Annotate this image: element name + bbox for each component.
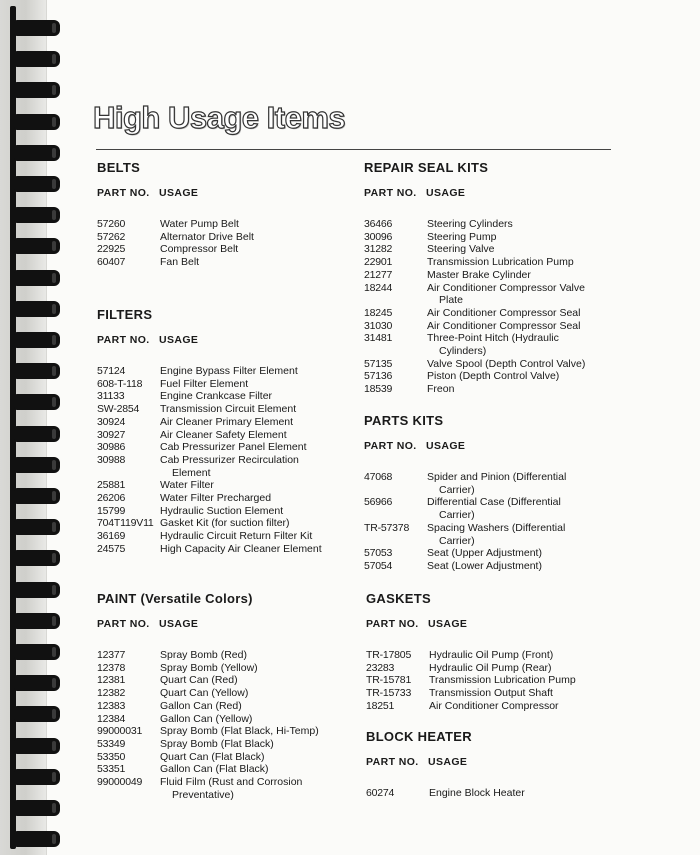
- part-number: 23283: [366, 661, 395, 674]
- binding-ring: [14, 301, 60, 317]
- usage-header: USAGE: [159, 334, 199, 346]
- column-header: [97, 334, 357, 346]
- part-number: 36466: [364, 218, 393, 230]
- part-usage: [427, 320, 614, 333]
- usage-header: USAGE: [426, 187, 466, 199]
- part-number: 18539: [364, 383, 393, 396]
- part-row: [97, 517, 357, 530]
- part-usage: [160, 218, 347, 231]
- parts-list: [366, 787, 616, 800]
- usage-text: Hydraulic Oil Pump (Front): [429, 649, 554, 661]
- part-row: [97, 378, 357, 391]
- usage-text: Gasket Kit (for suction filter): [160, 517, 290, 530]
- part-row: [97, 530, 357, 543]
- part-row: [97, 243, 347, 256]
- binding-ring: [14, 270, 60, 286]
- part-row: [364, 269, 614, 282]
- part-row: [364, 370, 614, 383]
- part-number: TR-17805: [366, 649, 412, 661]
- part-number: 31030: [364, 319, 393, 332]
- part-usage: [427, 560, 614, 573]
- usage-text: Fuel Filter Element: [160, 377, 249, 390]
- part-usage: [160, 776, 357, 801]
- part-usage: [160, 378, 357, 391]
- binding-ring: [14, 582, 60, 598]
- usage-continuation: Preventative): [172, 788, 234, 801]
- part-usage: [160, 492, 357, 505]
- part-number: 57053: [364, 547, 393, 560]
- usage-header: USAGE: [426, 440, 466, 452]
- part-number: 31282: [364, 243, 393, 256]
- part-usage: [160, 543, 357, 556]
- usage-text: Gallon Can (Flat Black): [160, 763, 269, 776]
- part-row: [366, 700, 616, 713]
- usage-text: Transmission Circuit Element: [160, 403, 297, 416]
- part-usage: [429, 649, 616, 662]
- part-number: 56966: [364, 496, 393, 509]
- part-row: [97, 776, 357, 801]
- column-header: [366, 618, 616, 630]
- parts-list: [97, 649, 357, 801]
- page-title: High Usage Items: [93, 100, 346, 135]
- part-usage: [160, 454, 357, 479]
- part-row: [97, 454, 357, 479]
- part-usage: [160, 674, 357, 687]
- part-number: 30988: [97, 453, 126, 466]
- part-row: [364, 522, 614, 547]
- part-row: [364, 231, 614, 244]
- part-row: [366, 662, 616, 675]
- part-row: [97, 700, 357, 713]
- usage-text: Steering Cylinders: [427, 218, 513, 230]
- usage-text: Hydraulic Suction Element: [160, 504, 284, 517]
- part-row: [97, 505, 357, 518]
- part-row: [364, 471, 614, 496]
- part-number: 18244: [364, 281, 393, 294]
- part-row: [97, 429, 357, 442]
- part-usage: [429, 700, 616, 713]
- usage-text: Freon: [427, 383, 455, 396]
- usage-text: Engine Crankcase Filter: [160, 390, 273, 403]
- usage-text: Quart Can (Red): [160, 674, 238, 687]
- part-no-header: PART NO.: [97, 334, 150, 346]
- binding-ring: [14, 332, 60, 348]
- part-row: [97, 403, 357, 416]
- usage-header: USAGE: [159, 187, 199, 199]
- binding-ring: [14, 706, 60, 722]
- part-number: 12378: [97, 661, 126, 674]
- binding-ring: [14, 644, 60, 660]
- part-number: TR-57378: [364, 521, 410, 534]
- part-usage: [160, 649, 357, 662]
- part-number: 12383: [97, 699, 126, 712]
- part-number: TR-15781: [366, 674, 412, 687]
- part-usage: [160, 403, 357, 416]
- part-usage: [160, 416, 357, 429]
- section-heading: PARTS KITS: [364, 413, 444, 428]
- usage-continuation: Element: [172, 466, 211, 479]
- part-number: 26206: [97, 492, 126, 505]
- part-number: 25881: [97, 479, 126, 492]
- usage-text: Cab Pressurizer Recirculation: [160, 453, 299, 466]
- part-number: 99000049: [97, 776, 143, 789]
- usage-text: Hydraulic Oil Pump (Rear): [429, 661, 552, 674]
- usage-text: Water Filter: [160, 479, 214, 492]
- part-row: [97, 687, 357, 700]
- section-paint: [97, 591, 357, 801]
- part-usage: [160, 256, 347, 269]
- part-number: 12382: [97, 687, 126, 700]
- part-number: 53350: [97, 750, 126, 763]
- part-row: [364, 243, 614, 256]
- part-no-header: PART NO.: [364, 440, 417, 452]
- part-usage: [427, 231, 614, 244]
- usage-text: Engine Block Heater: [429, 787, 525, 799]
- binding-ring: [14, 51, 60, 67]
- usage-text: Quart Can (Yellow): [160, 687, 249, 700]
- part-row: [97, 738, 357, 751]
- part-row: [364, 320, 614, 333]
- part-usage: [427, 256, 614, 269]
- part-number: 12384: [97, 712, 126, 725]
- column-header: [366, 756, 616, 768]
- usage-text: Gallon Can (Yellow): [160, 712, 253, 725]
- usage-header: USAGE: [159, 618, 199, 630]
- usage-header: USAGE: [428, 618, 468, 630]
- part-number: TR-15733: [366, 687, 412, 700]
- part-row: [366, 787, 616, 800]
- part-usage: [427, 218, 614, 231]
- part-number: 608-T-118: [97, 377, 143, 390]
- part-number: 30924: [97, 415, 126, 428]
- binding-ring: [14, 82, 60, 98]
- part-number: 30927: [97, 428, 126, 441]
- binding-ring: [14, 488, 60, 504]
- usage-text: Fluid Film (Rust and Corrosion: [160, 776, 303, 789]
- part-usage: [427, 332, 614, 357]
- part-usage: [160, 725, 357, 738]
- usage-continuation: Plate: [439, 294, 463, 307]
- part-row: [364, 358, 614, 371]
- binding-ring: [14, 20, 60, 36]
- section-block-heater: [366, 729, 616, 800]
- section-filters: [97, 307, 357, 556]
- part-usage: [160, 243, 347, 256]
- binding-ring: [14, 550, 60, 566]
- part-row: [97, 231, 347, 244]
- usage-text: Fan Belt: [160, 256, 200, 269]
- part-no-header: PART NO.: [366, 756, 419, 768]
- part-usage: [160, 530, 357, 543]
- part-number: 31481: [364, 332, 393, 345]
- parts-list: [97, 365, 357, 556]
- part-usage: [427, 358, 614, 371]
- usage-text: Seat (Upper Adjustment): [427, 547, 542, 560]
- usage-text: Hydraulic Circuit Return Filter Kit: [160, 530, 313, 543]
- part-number: 57136: [364, 370, 393, 383]
- part-usage: [160, 390, 357, 403]
- usage-text: High Capacity Air Cleaner Element: [160, 542, 322, 555]
- binding-ring: [14, 114, 60, 130]
- part-usage: [427, 282, 614, 307]
- part-row: [366, 674, 616, 687]
- section-heading: BELTS: [97, 160, 141, 175]
- part-usage: [427, 522, 614, 547]
- part-number: 24575: [97, 542, 126, 555]
- part-usage: [427, 383, 614, 396]
- usage-text: Air Cleaner Primary Element: [160, 415, 294, 428]
- part-number: 30986: [97, 441, 126, 454]
- part-usage: [160, 231, 347, 244]
- part-row: [364, 307, 614, 320]
- usage-text: Spider and Pinion (Differential: [427, 471, 567, 483]
- part-no-header: PART NO.: [364, 187, 417, 199]
- part-usage: [427, 547, 614, 560]
- binding-ring: [14, 519, 60, 535]
- part-usage: [160, 479, 357, 492]
- section-heading: FILTERS: [97, 307, 153, 322]
- usage-text: Spacing Washers (Differential: [427, 521, 566, 534]
- usage-text: Compressor Belt: [160, 243, 239, 256]
- part-usage: [160, 763, 357, 776]
- part-row: [97, 416, 357, 429]
- part-number: 60407: [97, 256, 126, 269]
- usage-text: Water Filter Precharged: [160, 492, 272, 505]
- part-usage: [429, 687, 616, 700]
- part-row: [97, 725, 357, 738]
- section-repair-seal-kits: [364, 160, 614, 396]
- parts-list: [364, 218, 614, 396]
- part-usage: [160, 751, 357, 764]
- usage-text: Master Brake Cylinder: [427, 268, 531, 281]
- part-usage: [429, 662, 616, 675]
- part-number: 21277: [364, 268, 393, 281]
- part-no-header: PART NO.: [97, 618, 150, 630]
- usage-continuation: Carrier): [439, 509, 475, 522]
- part-row: [97, 649, 357, 662]
- usage-text: Transmission Output Shaft: [429, 687, 553, 700]
- part-usage: [160, 700, 357, 713]
- usage-text: Engine Bypass Filter Element: [160, 365, 298, 377]
- part-row: [364, 282, 614, 307]
- part-row: [364, 256, 614, 269]
- part-number: 18251: [366, 699, 395, 712]
- usage-header: USAGE: [428, 756, 468, 768]
- part-number: 18245: [364, 306, 393, 319]
- binding-ring: [14, 831, 60, 847]
- part-row: [97, 479, 357, 492]
- binding-ring: [14, 394, 60, 410]
- part-number: 12381: [97, 674, 126, 687]
- usage-text: Water Pump Belt: [160, 218, 239, 230]
- part-number: 12377: [97, 649, 126, 661]
- parts-list: [97, 218, 347, 269]
- usage-continuation: Carrier): [439, 483, 475, 496]
- usage-text: Steering Valve: [427, 243, 495, 256]
- usage-text: Air Conditioner Compressor Valve: [427, 281, 585, 294]
- part-number: 30096: [364, 230, 393, 243]
- binding-ring: [14, 769, 60, 785]
- part-row: [97, 713, 357, 726]
- part-usage: [160, 441, 357, 454]
- title-rule: [96, 149, 611, 150]
- usage-text: Spray Bomb (Flat Black, Hi-Temp): [160, 725, 319, 738]
- part-number: 22901: [364, 256, 393, 269]
- part-usage: [427, 496, 614, 521]
- part-number: 57262: [97, 230, 126, 243]
- part-usage: [429, 674, 616, 687]
- part-number: 57135: [364, 357, 393, 370]
- usage-text: Alternator Drive Belt: [160, 230, 254, 243]
- binding-ring: [14, 363, 60, 379]
- binding-ring: [14, 238, 60, 254]
- part-row: [97, 492, 357, 505]
- part-number: 60274: [366, 787, 395, 799]
- part-number: 36169: [97, 530, 126, 543]
- part-usage: [160, 517, 357, 530]
- part-number: 15799: [97, 504, 126, 517]
- usage-text: Transmission Lubrication Pump: [429, 674, 576, 687]
- column-header: [364, 187, 614, 199]
- part-usage: [160, 365, 357, 378]
- column-header: [97, 187, 347, 199]
- binding-ring: [14, 613, 60, 629]
- usage-text: Three-Point Hitch (Hydraulic: [427, 332, 559, 345]
- column-header: [97, 618, 357, 630]
- part-row: [97, 256, 347, 269]
- usage-text: Differential Case (Differential: [427, 496, 561, 509]
- part-row: [366, 649, 616, 662]
- part-row: [97, 662, 357, 675]
- part-number: 31133: [97, 390, 125, 403]
- part-row: [364, 547, 614, 560]
- usage-text: Valve Spool (Depth Control Valve): [427, 357, 586, 370]
- part-usage: [429, 787, 616, 800]
- usage-text: Air Conditioner Compressor Seal: [427, 319, 581, 332]
- section-parts-kits: [364, 413, 614, 573]
- usage-text: Quart Can (Flat Black): [160, 750, 265, 763]
- part-row: [364, 383, 614, 396]
- part-number: 99000031: [97, 725, 143, 738]
- usage-text: Spray Bomb (Flat Black): [160, 737, 274, 750]
- part-row: [97, 751, 357, 764]
- column-header: [364, 440, 614, 452]
- binding-ring: [14, 176, 60, 192]
- part-usage: [160, 738, 357, 751]
- section-heading: PAINT (Versatile Colors): [97, 591, 253, 606]
- part-row: [97, 390, 357, 403]
- usage-text: Spray Bomb (Red): [160, 649, 247, 661]
- usage-text: Air Conditioner Compressor Seal: [427, 306, 581, 319]
- binding-ring: [14, 800, 60, 816]
- section-heading: BLOCK HEATER: [366, 729, 472, 744]
- part-number: 22925: [97, 243, 126, 256]
- usage-text: Steering Pump: [427, 230, 497, 243]
- usage-text: Air Cleaner Safety Element: [160, 428, 287, 441]
- part-row: [364, 332, 614, 357]
- usage-text: Spray Bomb (Yellow): [160, 661, 258, 674]
- part-usage: [160, 713, 357, 726]
- part-number: SW-2854: [97, 403, 140, 416]
- usage-text: Air Conditioner Compressor: [429, 699, 559, 712]
- binding-ring: [14, 426, 60, 442]
- part-number: 57260: [97, 218, 126, 230]
- part-usage: [160, 687, 357, 700]
- part-row: [364, 218, 614, 231]
- binding-ring: [14, 145, 60, 161]
- part-usage: [427, 243, 614, 256]
- part-number: 57124: [97, 365, 126, 377]
- part-row: [97, 543, 357, 556]
- part-row: [97, 674, 357, 687]
- binding-ring: [14, 207, 60, 223]
- part-row: [97, 218, 347, 231]
- part-number: 47068: [364, 471, 393, 483]
- usage-text: Piston (Depth Control Valve): [427, 370, 560, 383]
- part-row: [366, 687, 616, 700]
- part-row: [364, 560, 614, 573]
- part-number: 57054: [364, 559, 393, 572]
- usage-text: Cab Pressurizer Panel Element: [160, 441, 307, 454]
- part-usage: [427, 269, 614, 282]
- section-belts: [97, 160, 347, 269]
- part-row: [364, 496, 614, 521]
- part-usage: [427, 370, 614, 383]
- part-usage: [160, 429, 357, 442]
- parts-list: [366, 649, 616, 713]
- part-usage: [427, 307, 614, 320]
- usage-continuation: Cylinders): [439, 345, 487, 358]
- part-no-header: PART NO.: [97, 187, 150, 199]
- part-row: [97, 441, 357, 454]
- part-number: 704T119V11: [97, 517, 154, 530]
- part-usage: [160, 505, 357, 518]
- part-row: [97, 365, 357, 378]
- usage-text: Gallon Can (Red): [160, 699, 242, 712]
- usage-text: Seat (Lower Adjustment): [427, 559, 542, 572]
- part-usage: [160, 662, 357, 675]
- binding-ring: [14, 738, 60, 754]
- section-heading: GASKETS: [366, 591, 431, 606]
- part-number: 53349: [97, 737, 126, 750]
- part-no-header: PART NO.: [366, 618, 419, 630]
- part-row: [97, 763, 357, 776]
- usage-text: Transmission Lubrication Pump: [427, 256, 574, 269]
- binding-ring: [14, 457, 60, 473]
- parts-list: [364, 471, 614, 573]
- part-usage: [427, 471, 614, 496]
- part-number: 53351: [97, 763, 126, 776]
- section-gaskets: [366, 591, 616, 713]
- binding-ring: [14, 675, 60, 691]
- usage-continuation: Carrier): [439, 534, 475, 547]
- section-heading: REPAIR SEAL KITS: [364, 160, 489, 175]
